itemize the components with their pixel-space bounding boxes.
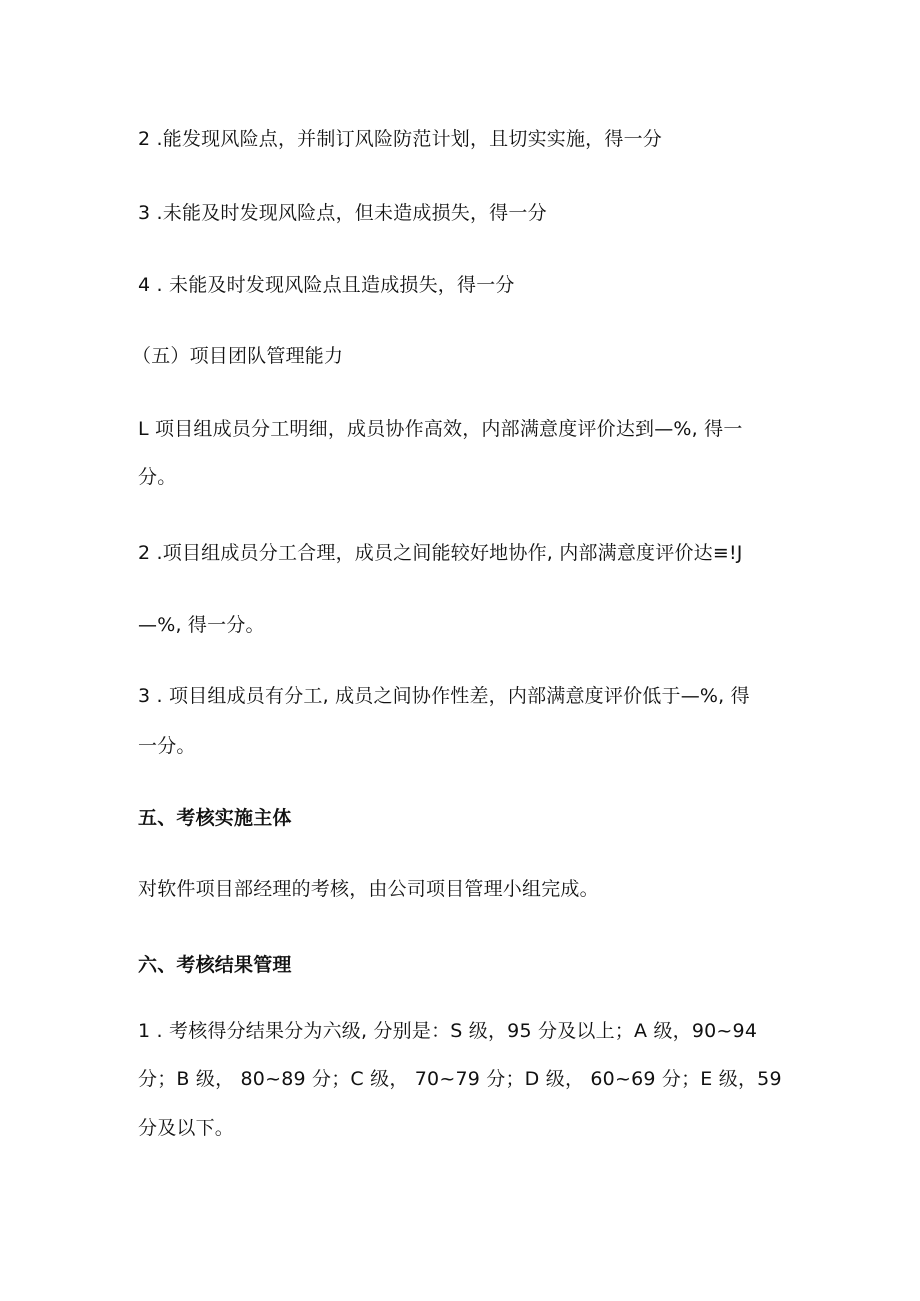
item-team-1-line2: 分。 — [138, 466, 177, 488]
item-risk-3: 3 .未能及时发现风险点，但未造成损失，得一分 — [138, 202, 547, 224]
item-result-1-line1: 1 . 考核得分结果分为六级, 分别是：S 级，95 分及以上；A 级，90~94 — [138, 1020, 758, 1042]
item-team-2-line1: 2 .项目组成员分工合理，成员之间能较好地协作, 内部满意度评价达≡!J — [138, 542, 743, 564]
subsection-team-heading: （五）项目团队管理能力 — [132, 345, 344, 367]
section-five-body: 对软件项目部经理的考核，由公司项目管理小组完成。 — [138, 878, 599, 900]
item-team-2-line2: —%, 得一分。 — [138, 614, 265, 636]
item-team-1-line1: L 项目组成员分工明细，成员协作高效，内部满意度评价达到—%, 得一 — [138, 418, 743, 440]
item-result-1-line3: 分及以下。 — [138, 1117, 235, 1139]
item-team-3-line2: 一分。 — [138, 735, 196, 757]
section-five-heading: 五、考核实施主体 — [138, 807, 292, 829]
item-risk-2: 2 .能发现风险点，并制订风险防范计划，且切实实施，得一分 — [138, 128, 662, 150]
section-six-heading: 六、考核结果管理 — [138, 954, 292, 976]
item-team-3-line1: 3 . 项目组成员有分工, 成员之间协作性差，内部满意度评价低于—%, 得 — [138, 685, 750, 707]
item-result-1-line2: 分；B 级， 80~89 分；C 级， 70~79 分；D 级， 60~69 分；E 级，59 — [138, 1068, 782, 1090]
item-risk-4: 4 . 未能及时发现风险点且造成损失，得一分 — [138, 274, 515, 296]
